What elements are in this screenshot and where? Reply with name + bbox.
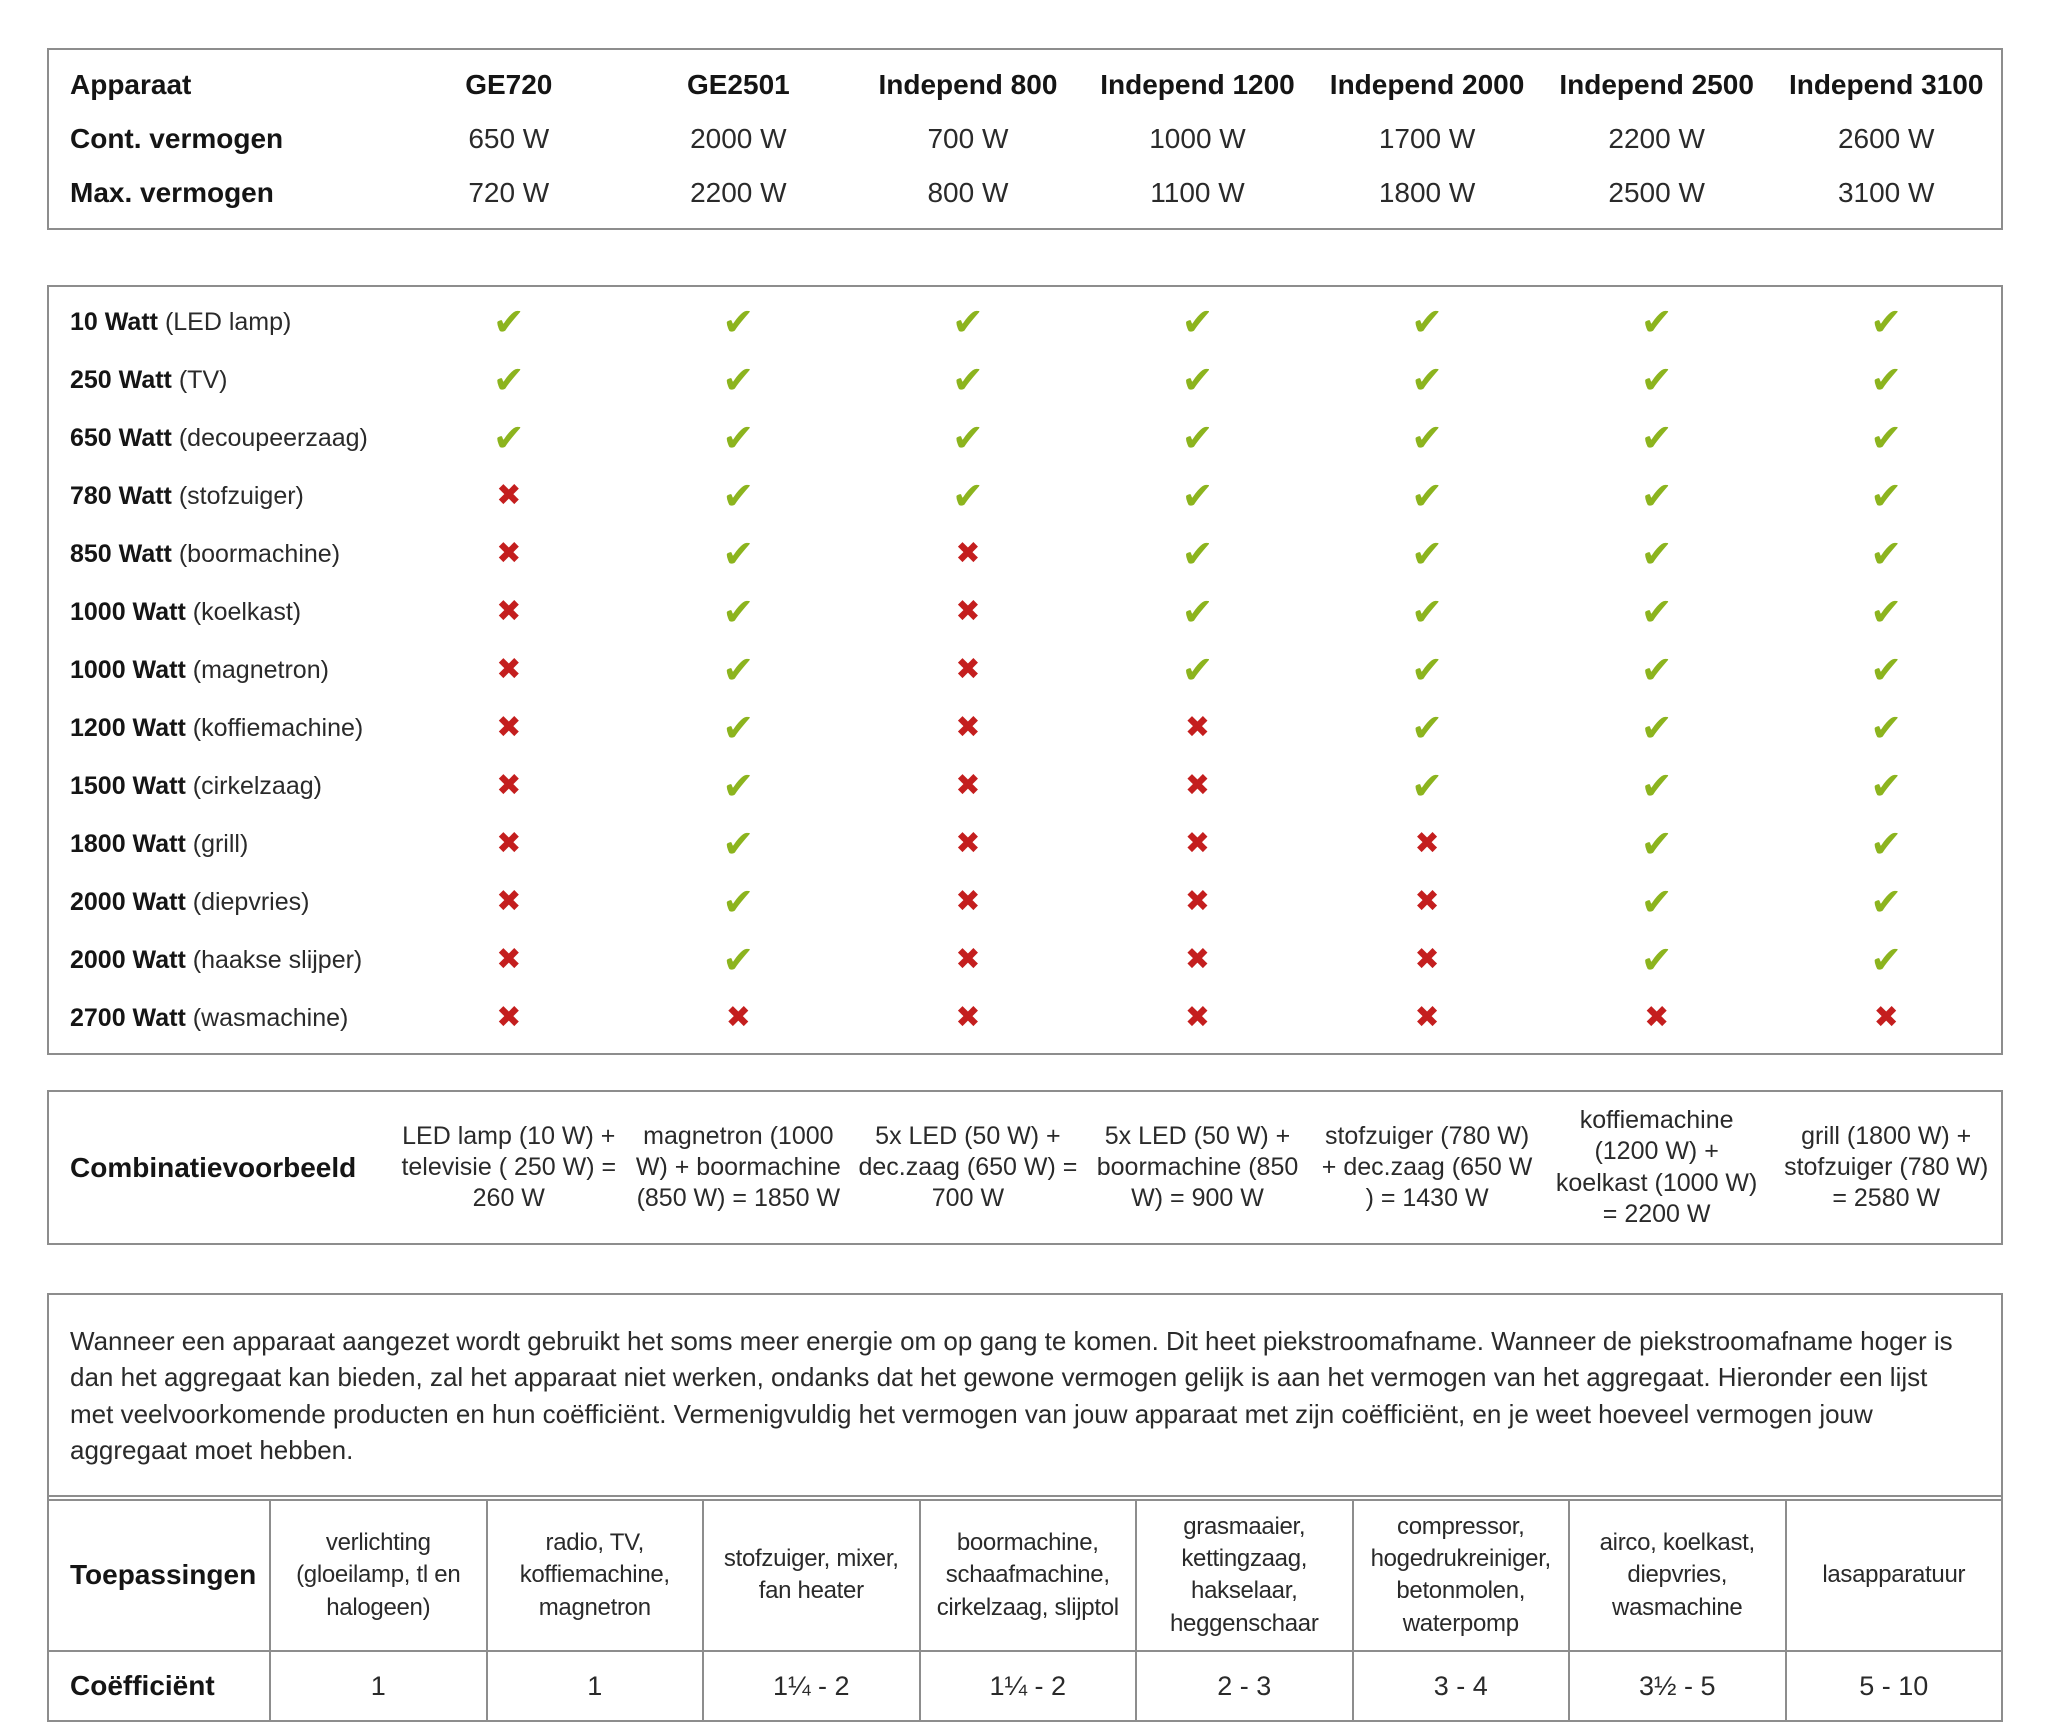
wattage-label (49, 1004, 394, 1033)
wattage-value: 10 Watt (70, 307, 158, 336)
mark-cell (394, 536, 624, 571)
cross-icon: ✖ (496, 478, 522, 513)
mark-cell (1312, 474, 1542, 518)
compatibility-row (49, 641, 2001, 699)
cross-icon: ✖ (496, 594, 522, 629)
mark-cell (1083, 648, 1313, 692)
cross-icon: ✖ (1414, 884, 1440, 919)
mark-cell (1542, 648, 1772, 692)
wattage-value: 650 Watt (70, 423, 172, 452)
applications-cell: boormachine, schaafmachine, cirkelzaag, slijptol (919, 1501, 1136, 1651)
mark-cell (1542, 1000, 1772, 1035)
wattage-value: 2000 Watt (70, 945, 186, 974)
combination-example: stofzuiger (780 W) + dec.zaag (650 W ) = 1430 W (1321, 1121, 1533, 1213)
mark-cell (1542, 938, 1772, 982)
cross-icon: ✖ (1184, 710, 1211, 745)
spec-value: 2500 W (1608, 177, 1705, 208)
cross-icon: ✖ (496, 652, 522, 687)
appliance-name: (wasmachine) (192, 1003, 349, 1032)
mark-cell (1771, 358, 2001, 402)
model-header: Independ 2500 (1559, 69, 1754, 100)
check-icon: ✔ (722, 532, 755, 576)
check-icon: ✔ (722, 938, 755, 982)
mark-cell (394, 416, 624, 460)
check-icon: ✔ (1181, 648, 1214, 692)
check-icon: ✔ (1870, 822, 1903, 866)
check-icon: ✔ (1181, 474, 1214, 518)
coefficient-paragraph: Wanneer een apparaat aangezet wordt gebruikt het soms meer energie om op gang te komen. Dit heet piekstroomafname. Wanneer de piekstroomafname hoger is dan het aggregaat kan bieden, zal het apparaat niet werken, ondanks dat het gewone vermogen gelijk is aan het vermogen van het aggregaat. Hieronder een lijst met veelvoorkomende producten en hun coëfficiënt. Vermenigvuldig het vermogen van jouw apparaat met zijn coëfficiënt, en je weet hoeveel vermogen jouw aggregaat moet hebben. (49, 1295, 2001, 1497)
spec-value: 2600 W (1837, 123, 1935, 154)
appliance-name: (LED lamp) (164, 307, 292, 336)
check-icon: ✔ (952, 358, 984, 402)
spec-row (49, 166, 2001, 220)
coefficient-section (47, 1293, 2003, 1722)
spec-value: 2200 W (690, 177, 787, 208)
wattage-value: 1800 Watt (70, 829, 186, 858)
coefficient-table (49, 1499, 2001, 1721)
mark-cell (853, 1000, 1083, 1035)
check-icon: ✔ (1640, 358, 1673, 402)
compatibility-row (49, 351, 2001, 409)
combination-label: Combinatievoorbeeld (70, 1151, 357, 1183)
check-icon: ✔ (1411, 648, 1443, 692)
check-icon: ✔ (1640, 706, 1673, 750)
spec-table (47, 48, 2003, 230)
wattage-value: 250 Watt (70, 365, 172, 394)
check-icon: ✔ (1640, 474, 1673, 518)
wattage-label (49, 772, 394, 801)
spec-row-label: Max. vermogen (70, 177, 274, 208)
compatibility-row (49, 293, 2001, 351)
mark-cell (1083, 532, 1313, 576)
mark-cell (1542, 300, 1772, 344)
mark-cell (1312, 706, 1542, 750)
wattage-label (49, 424, 394, 453)
mark-cell (1312, 648, 1542, 692)
cross-icon: ✖ (1644, 1000, 1670, 1035)
mark-cell (624, 822, 854, 866)
wattage-label (49, 482, 394, 511)
compatibility-row (49, 467, 2001, 525)
mark-cell (394, 594, 624, 629)
check-icon: ✔ (952, 416, 984, 460)
mark-cell (1771, 706, 2001, 750)
wattage-value: 2000 Watt (70, 887, 186, 916)
spec-value: 1000 W (1149, 123, 1246, 154)
check-icon: ✔ (1411, 590, 1443, 634)
cross-icon: ✖ (1184, 884, 1211, 919)
cross-icon: ✖ (496, 710, 522, 745)
cross-icon: ✖ (1184, 768, 1211, 803)
wattage-label (49, 366, 394, 395)
mark-cell (624, 474, 854, 518)
mark-cell (853, 300, 1083, 344)
mark-cell (1771, 880, 2001, 924)
applications-cell: lasapparatuur (1785, 1501, 2002, 1651)
check-icon: ✔ (1640, 938, 1673, 982)
check-icon: ✔ (1181, 532, 1214, 576)
compatibility-row (49, 989, 2001, 1047)
check-icon: ✔ (1411, 532, 1443, 576)
coefficient-value: 3½ - 5 (1568, 1650, 1785, 1720)
appliance-name: (koelkast) (192, 597, 302, 626)
wattage-label (49, 946, 394, 975)
check-icon: ✔ (1181, 300, 1214, 344)
mark-cell (1312, 1000, 1542, 1035)
mark-cell (1083, 300, 1313, 344)
mark-cell (1771, 648, 2001, 692)
check-icon: ✔ (1640, 532, 1673, 576)
mark-cell (853, 884, 1083, 919)
spec-value: 800 W (927, 177, 1009, 208)
mark-cell (1312, 942, 1542, 977)
check-icon: ✔ (1411, 764, 1443, 808)
spec-row-label: Apparaat (70, 69, 192, 100)
mark-cell (394, 1000, 624, 1035)
mark-cell (394, 478, 624, 513)
mark-cell (1542, 474, 1772, 518)
spec-value: 3100 W (1837, 177, 1935, 208)
mark-cell (624, 1000, 854, 1035)
check-icon: ✔ (952, 300, 984, 344)
mark-cell (1083, 942, 1313, 977)
model-header: Independ 3100 (1788, 69, 1984, 100)
check-icon: ✔ (722, 822, 755, 866)
applications-label: Toepassingen (70, 1559, 257, 1591)
mark-cell (1771, 764, 2001, 808)
coefficient-value: 3 - 4 (1352, 1650, 1569, 1720)
compatibility-row (49, 409, 2001, 467)
mark-cell (1542, 822, 1772, 866)
cross-icon: ✖ (955, 884, 981, 919)
check-icon: ✔ (1640, 880, 1673, 924)
mark-cell (1542, 764, 1772, 808)
mark-cell (1542, 880, 1772, 924)
coefficient-value: 1¼ - 2 (702, 1650, 919, 1720)
mark-cell (1312, 826, 1542, 861)
compatibility-row (49, 583, 2001, 641)
model-header: Independ 800 (878, 69, 1058, 100)
mark-cell (1312, 764, 1542, 808)
mark-cell (624, 358, 854, 402)
model-header: Independ 2000 (1329, 69, 1525, 100)
mark-cell (394, 300, 624, 344)
mark-cell (1542, 706, 1772, 750)
mark-cell (1312, 532, 1542, 576)
cross-icon: ✖ (1184, 942, 1211, 977)
mark-cell (624, 880, 854, 924)
spec-row (49, 112, 2001, 166)
wattage-label (49, 656, 394, 685)
mark-cell (1312, 590, 1542, 634)
coefficient-label: Coëfficiënt (49, 1650, 269, 1720)
check-icon: ✔ (722, 648, 755, 692)
cross-icon: ✖ (955, 652, 981, 687)
check-icon: ✔ (1411, 416, 1443, 460)
mark-cell (1083, 1000, 1313, 1035)
compatibility-row (49, 757, 2001, 815)
wattage-value: 850 Watt (70, 539, 172, 568)
cross-icon: ✖ (1184, 1000, 1211, 1035)
cross-icon: ✖ (955, 942, 981, 977)
mark-cell (853, 536, 1083, 571)
appliance-name: (magnetron) (192, 655, 329, 684)
check-icon: ✔ (722, 764, 755, 808)
mark-cell (624, 590, 854, 634)
check-icon: ✔ (1870, 648, 1903, 692)
mark-cell (1083, 358, 1313, 402)
check-icon: ✔ (1181, 358, 1214, 402)
mark-cell (1312, 416, 1542, 460)
wattage-value: 1000 Watt (70, 655, 186, 684)
appliance-name: (stofzuiger) (178, 481, 304, 510)
mark-cell (1083, 884, 1313, 919)
cross-icon: ✖ (496, 826, 522, 861)
check-icon: ✔ (492, 416, 525, 460)
check-icon: ✔ (1640, 416, 1673, 460)
mark-cell (1312, 884, 1542, 919)
mark-cell (853, 826, 1083, 861)
appliance-name: (cirkelzaag) (192, 771, 322, 800)
compatibility-row (49, 931, 2001, 989)
cross-icon: ✖ (955, 710, 981, 745)
combination-example: grill (1800 W) + stofzuiger (780 W) = 2580 W (1784, 1121, 1989, 1213)
check-icon: ✔ (1870, 358, 1903, 402)
check-icon: ✔ (722, 590, 755, 634)
spec-value: 2000 W (690, 123, 787, 154)
cross-icon: ✖ (496, 1000, 522, 1035)
check-icon: ✔ (1870, 938, 1903, 982)
check-icon: ✔ (1411, 300, 1443, 344)
check-icon: ✔ (722, 416, 755, 460)
combination-example: 5x LED (50 W) + dec.zaag (650 W) = 700 W (858, 1121, 1078, 1213)
mark-cell (853, 474, 1083, 518)
wattage-label (49, 714, 394, 743)
applications-cell: grasmaaier, kettingzaag, hakselaar, heggenschaar (1135, 1501, 1352, 1651)
mark-cell (624, 938, 854, 982)
check-icon: ✔ (1640, 648, 1673, 692)
cross-icon: ✖ (955, 768, 981, 803)
check-icon: ✔ (492, 300, 525, 344)
mark-cell (624, 532, 854, 576)
check-icon: ✔ (722, 706, 755, 750)
mark-cell (1083, 590, 1313, 634)
applications-cell: stofzuiger, mixer, fan heater (702, 1501, 919, 1651)
check-icon: ✔ (1411, 474, 1443, 518)
mark-cell (394, 710, 624, 745)
check-icon: ✔ (1411, 358, 1443, 402)
model-header: GE2501 (686, 69, 790, 100)
mark-cell (624, 416, 854, 460)
wattage-label (49, 888, 394, 917)
cross-icon: ✖ (496, 884, 522, 919)
mark-cell (1312, 358, 1542, 402)
appliance-name: (TV) (178, 365, 228, 394)
mark-cell (1542, 358, 1772, 402)
check-icon: ✔ (1640, 822, 1673, 866)
check-icon: ✔ (492, 358, 525, 402)
compatibility-row (49, 525, 2001, 583)
spec-value: 1100 W (1150, 177, 1245, 208)
mark-cell (1083, 826, 1313, 861)
applications-cell: verlichting (gloeilamp, tl en halogeen) (269, 1501, 486, 1651)
check-icon: ✔ (722, 358, 755, 402)
appliance-name: (koffiemachine) (192, 713, 364, 742)
combination-example: magnetron (1000 W) + boormachine (850 W) = 1850 W (635, 1121, 841, 1213)
combination-table (47, 1090, 2003, 1245)
spec-row-label: Cont. vermogen (70, 123, 284, 154)
spec-value: 2200 W (1608, 123, 1705, 154)
wattage-value: 2700 Watt (70, 1003, 186, 1032)
cross-icon: ✖ (955, 826, 981, 861)
combination-example: koffiemachine (1200 W) + koelkast (1000 W) = 2200 W (1555, 1106, 1758, 1228)
mark-cell (853, 942, 1083, 977)
mark-cell (394, 768, 624, 803)
mark-cell (1771, 532, 2001, 576)
mark-cell (1771, 1000, 2001, 1035)
mark-cell (1542, 590, 1772, 634)
wattage-value: 1000 Watt (70, 597, 186, 626)
mark-cell (1771, 416, 2001, 460)
spec-row (49, 58, 2001, 112)
check-icon: ✔ (1640, 300, 1673, 344)
spec-value: 720 W (468, 177, 550, 208)
check-icon: ✔ (1870, 706, 1903, 750)
coefficient-value: 1 (269, 1650, 486, 1720)
check-icon: ✔ (1870, 764, 1903, 808)
check-icon: ✔ (1870, 300, 1903, 344)
mark-cell (1312, 300, 1542, 344)
appliance-name: (decoupeerzaag) (178, 423, 368, 452)
cross-icon: ✖ (955, 536, 981, 571)
mark-cell (394, 358, 624, 402)
model-header: Independ 1200 (1100, 69, 1295, 100)
cross-icon: ✖ (496, 536, 522, 571)
wattage-label (49, 598, 394, 627)
mark-cell (624, 300, 854, 344)
wattage-label (49, 830, 394, 859)
mark-cell (853, 358, 1083, 402)
check-icon: ✔ (722, 880, 755, 924)
coefficient-value: 2 - 3 (1135, 1650, 1352, 1720)
cross-icon: ✖ (1414, 826, 1440, 861)
cross-icon: ✖ (1873, 1000, 1899, 1035)
check-icon: ✔ (952, 474, 984, 518)
appliance-name: (boormachine) (178, 539, 341, 568)
cross-icon: ✖ (1414, 1000, 1440, 1035)
mark-cell (394, 826, 624, 861)
model-header: GE720 (465, 69, 553, 100)
appliance-name: (grill) (192, 829, 249, 858)
check-icon: ✔ (1870, 880, 1903, 924)
wattage-label (49, 540, 394, 569)
mark-cell (1083, 416, 1313, 460)
check-icon: ✔ (722, 474, 755, 518)
mark-cell (1771, 822, 2001, 866)
mark-cell (1083, 768, 1313, 803)
mark-cell (1771, 474, 2001, 518)
coefficient-value: 1¼ - 2 (919, 1650, 1136, 1720)
spec-value: 1800 W (1378, 177, 1476, 208)
compatibility-row (49, 699, 2001, 757)
wattage-label (49, 308, 394, 337)
appliance-name: (diepvries) (192, 887, 310, 916)
applications-cell: radio, TV, koffiemachine, magnetron (486, 1501, 703, 1651)
cross-icon: ✖ (955, 594, 981, 629)
mark-cell (1542, 416, 1772, 460)
coefficient-value: 1 (486, 1650, 703, 1720)
check-icon: ✔ (722, 300, 755, 344)
compatibility-row (49, 815, 2001, 873)
wattage-value: 1500 Watt (70, 771, 186, 800)
mark-cell (394, 652, 624, 687)
spec-value: 1700 W (1378, 123, 1476, 154)
check-icon: ✔ (1411, 706, 1443, 750)
cross-icon: ✖ (496, 942, 522, 977)
mark-cell (394, 884, 624, 919)
cross-icon: ✖ (1184, 826, 1211, 861)
mark-cell (853, 652, 1083, 687)
cross-icon: ✖ (1414, 942, 1440, 977)
spec-value: 650 W (468, 123, 550, 154)
mark-cell (853, 594, 1083, 629)
mark-cell (853, 416, 1083, 460)
wattage-value: 780 Watt (70, 481, 172, 510)
mark-cell (1542, 532, 1772, 576)
cross-icon: ✖ (725, 1000, 751, 1035)
spec-value: 700 W (927, 123, 1009, 154)
applications-cell: airco, koelkast, diepvries, wasmachine (1568, 1501, 1785, 1651)
appliance-name: (haakse slijper) (192, 945, 363, 974)
check-icon: ✔ (1181, 416, 1214, 460)
applications-cell: compressor, hogedrukreiniger, betonmolen, waterpomp (1352, 1501, 1569, 1651)
mark-cell (624, 764, 854, 808)
mark-cell (1771, 300, 2001, 344)
mark-cell (1771, 590, 2001, 634)
check-icon: ✔ (1640, 764, 1673, 808)
check-icon: ✔ (1181, 590, 1214, 634)
mark-cell (394, 942, 624, 977)
combination-example: LED lamp (10 W) + televisie ( 250 W) = 260 W (401, 1121, 617, 1213)
compatibility-row (49, 873, 2001, 931)
mark-cell (624, 648, 854, 692)
check-icon: ✔ (1870, 416, 1903, 460)
check-icon: ✔ (1870, 474, 1903, 518)
mark-cell (1083, 474, 1313, 518)
check-icon: ✔ (1870, 590, 1903, 634)
cross-icon: ✖ (955, 1000, 981, 1035)
wattage-value: 1200 Watt (70, 713, 186, 742)
mark-cell (1771, 938, 2001, 982)
mark-cell (624, 706, 854, 750)
mark-cell (853, 768, 1083, 803)
check-icon: ✔ (1870, 532, 1903, 576)
mark-cell (853, 710, 1083, 745)
cross-icon: ✖ (496, 768, 522, 803)
mark-cell (1083, 710, 1313, 745)
combination-example: 5x LED (50 W) + boormachine (850 W) = 900 W (1096, 1121, 1299, 1213)
compatibility-table (47, 285, 2003, 1055)
coefficient-value: 5 - 10 (1785, 1650, 2002, 1720)
check-icon: ✔ (1640, 590, 1673, 634)
